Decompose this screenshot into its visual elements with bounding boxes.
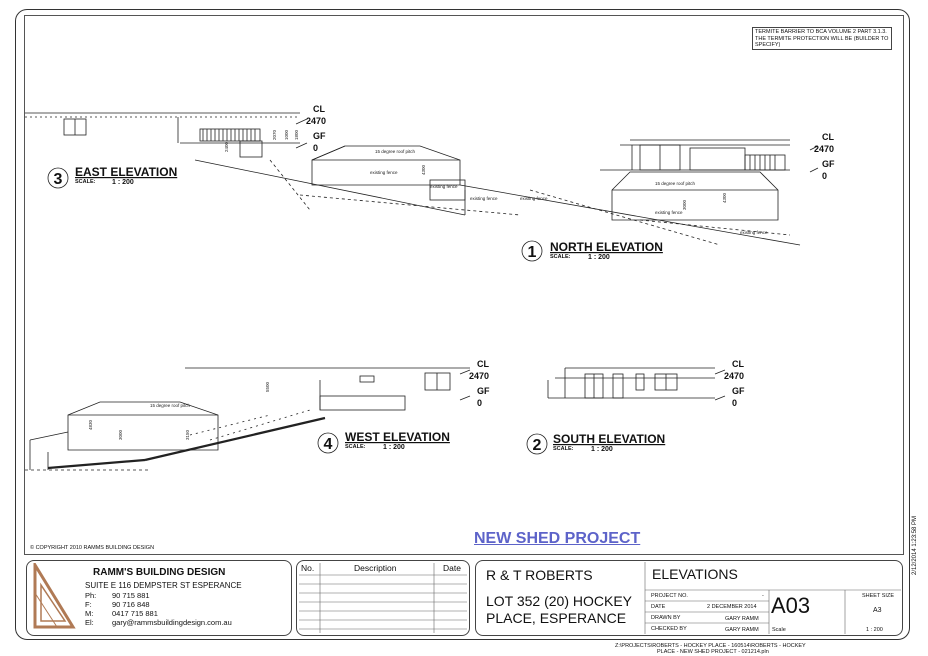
date-label: DATE bbox=[651, 604, 666, 610]
dim-2070: 2070 bbox=[272, 129, 277, 140]
firm-email[interactable]: El: gary@rammsbuildingdesign.com.au bbox=[85, 618, 232, 627]
copyright-notice: © COPYRIGHT 2010 RAMMS BUILDING DESIGN bbox=[30, 545, 155, 551]
east-cl-label: CL bbox=[313, 104, 325, 114]
firm-mobile: M: 0417 715 881 bbox=[85, 609, 158, 618]
project-title-link[interactable]: NEW SHED PROJECT bbox=[474, 530, 641, 547]
client-address-line1: LOT 352 (20) HOCKEY bbox=[486, 593, 633, 609]
south-elevation-title: SOUTH ELEVATION bbox=[553, 432, 666, 446]
drawn-by-label: DRAWN BY bbox=[651, 615, 681, 621]
elevation-number-4: 4 bbox=[323, 436, 333, 453]
termite-note: TERMITE BARRIER TO BCA VOLUME 2 PART 3.1.3. THE TERMITE PROTECTION WILL BE (BUILDER TO SPECIFY) bbox=[752, 27, 892, 50]
sheet-size-label: SHEET SIZE bbox=[862, 593, 894, 599]
west-scale-value: 1 : 200 bbox=[383, 444, 405, 451]
firm-fax: F: 90 716 848 bbox=[85, 600, 150, 609]
dim-4300-east: 4300 bbox=[421, 164, 426, 175]
client-address-line2: PLACE, ESPERANCE bbox=[486, 610, 627, 626]
sheet-number: A03 bbox=[771, 593, 811, 618]
file-path: Z:\PROJECTS\ROBERTS - HOCKEY PLACE - 160514\ROBERTS - HOCKEY PLACE - NEW SHED PROJECT - 021214.pln bbox=[615, 643, 806, 655]
north-elevation-title: NORTH ELEVATION bbox=[550, 240, 663, 254]
scale-label: Scale bbox=[772, 627, 786, 633]
west-cl-value: 2470 bbox=[469, 371, 490, 381]
elevation-number-3: 3 bbox=[53, 171, 63, 188]
elevation-number-2: 2 bbox=[532, 437, 542, 454]
east-elevation-title: EAST ELEVATION bbox=[75, 165, 178, 179]
east-roof-pitch-label: 15 degree roof pitch bbox=[375, 149, 416, 154]
dim-1000: 1000 bbox=[284, 129, 289, 140]
revisions-col-description: Description bbox=[354, 563, 397, 573]
elevation-number-1: 1 bbox=[527, 244, 537, 261]
west-scale-label: SCALE: bbox=[345, 444, 366, 450]
dim-3000-west: 3000 bbox=[118, 429, 123, 440]
west-elevation-title: WEST ELEVATION bbox=[345, 430, 450, 444]
north-fence-label: existing fence bbox=[520, 196, 548, 201]
east-fence-label-2: existing fence bbox=[430, 184, 458, 189]
dim-3000-north: 3000 bbox=[682, 199, 687, 210]
south-gf-label: GF bbox=[732, 386, 745, 396]
checked-by-label: CHECKED BY bbox=[651, 626, 687, 632]
revisions-col-date: Date bbox=[443, 563, 461, 573]
project-no-value: - bbox=[762, 593, 764, 599]
project-no-label: PROJECT NO. bbox=[651, 593, 688, 599]
north-cl-label: CL bbox=[822, 132, 834, 142]
west-gf-label: GF bbox=[477, 386, 490, 396]
scale-value: 1 : 200 bbox=[866, 627, 883, 633]
west-roof-pitch-label: 15 degree roof pitch bbox=[150, 403, 191, 408]
revisions-col-no: No. bbox=[301, 563, 315, 573]
client-name: R & T ROBERTS bbox=[486, 567, 593, 583]
firm-address: SUITE E 116 DEMPSTER ST ESPERANCE bbox=[85, 581, 242, 590]
north-fence-label-2: existing fence bbox=[655, 210, 683, 215]
dim-5500: 5500 bbox=[265, 381, 270, 392]
west-cl-label: CL bbox=[477, 359, 489, 369]
north-scale-label: SCALE: bbox=[550, 254, 571, 260]
south-scale-label: SCALE: bbox=[553, 446, 574, 452]
south-gf-value: 0 bbox=[732, 398, 738, 408]
east-gf-value: 0 bbox=[313, 143, 319, 153]
drawn-by-value: GARY RAMM bbox=[725, 616, 759, 622]
firm-logo bbox=[31, 563, 77, 631]
south-cl-value: 2470 bbox=[724, 371, 745, 381]
dim-3150: 3150 bbox=[185, 429, 190, 440]
east-fence-label-3: existing fence bbox=[470, 196, 498, 201]
east-gf-label: GF bbox=[313, 131, 326, 141]
south-cl-label: CL bbox=[732, 359, 744, 369]
date-value: 2 DECEMBER 2014 bbox=[707, 604, 757, 610]
east-cl-value: 2470 bbox=[306, 116, 327, 126]
north-fence-label-3: existing fence bbox=[740, 230, 768, 235]
east-scale-label: SCALE: bbox=[75, 179, 96, 185]
east-scale-value: 1 : 200 bbox=[112, 179, 134, 186]
firm-phone: Ph: 90 715 881 bbox=[85, 591, 150, 600]
north-cl-value: 2470 bbox=[814, 144, 835, 154]
north-gf-label: GF bbox=[822, 159, 835, 169]
dim-2400: 2400 bbox=[224, 141, 229, 152]
west-gf-value: 0 bbox=[477, 398, 483, 408]
plot-timestamp: 2/12/2014 1:23:58 PM bbox=[912, 515, 918, 575]
firm-name: RAMM'S BUILDING DESIGN bbox=[93, 567, 226, 578]
north-scale-value: 1 : 200 bbox=[588, 254, 610, 261]
south-scale-value: 1 : 200 bbox=[591, 446, 613, 453]
dim-1800: 1800 bbox=[294, 129, 299, 140]
west-elevation-drawing bbox=[25, 368, 470, 470]
sheet-title: ELEVATIONS bbox=[652, 566, 738, 582]
dim-4300-north: 4300 bbox=[722, 192, 727, 203]
east-elevation-drawing bbox=[25, 113, 520, 215]
south-elevation-drawing bbox=[548, 368, 715, 398]
checked-by-value: GARY RAMM bbox=[725, 627, 759, 633]
north-gf-value: 0 bbox=[822, 171, 828, 181]
dim-4830: 4830 bbox=[88, 419, 93, 430]
east-fence-label: existing fence bbox=[370, 170, 398, 175]
north-roof-pitch-label: 15 degree roof pitch bbox=[655, 181, 696, 186]
sheet-size-value: A3 bbox=[873, 607, 882, 614]
